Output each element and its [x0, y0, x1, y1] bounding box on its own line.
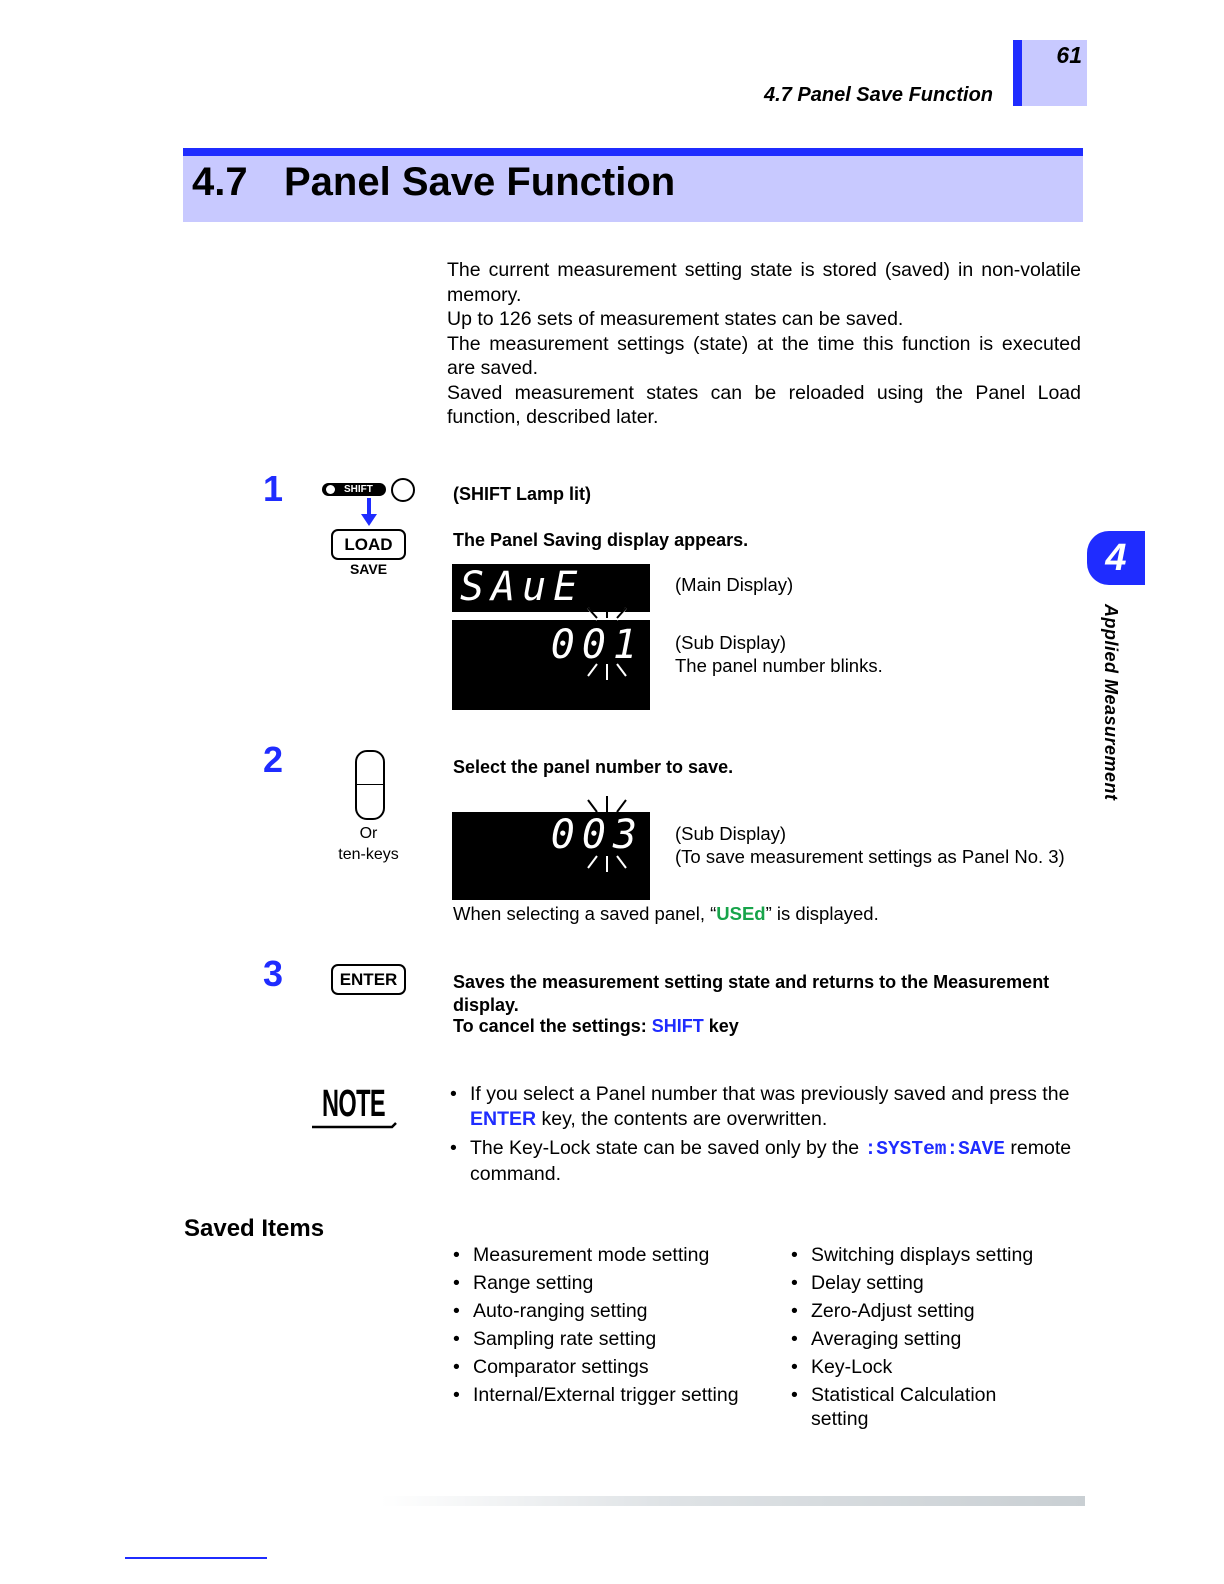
shift-lamp-icon — [326, 485, 335, 494]
or-label: Or — [359, 825, 378, 842]
step3-description: Saves the measurement setting state and returns to the Measurement display. — [453, 972, 1050, 1015]
used-note-pre: When selecting a saved panel, “ — [453, 903, 717, 924]
shift-key — [322, 483, 386, 496]
header-accent-bar — [1013, 40, 1022, 106]
blink-rays-icon — [582, 600, 632, 685]
note-label: NOTE — [322, 1083, 385, 1125]
blink-rays-icon — [582, 792, 632, 877]
intro-paragraph: The measurement settings (state) at the time this function is executed are saved. — [447, 332, 1081, 379]
used-word: USEd — [716, 903, 766, 924]
note-item: • If you select a Panel number that was previously saved and press the ENTER key, the contents are overwritten. — [448, 1082, 1076, 1131]
note-underline-icon — [312, 1120, 398, 1132]
step-number: 3 — [263, 953, 284, 994]
intro-paragraph: Up to 126 sets of measurement states can be saved. — [447, 308, 904, 330]
banner-top-rule — [183, 148, 1083, 156]
sub-display-caption: (Sub Display) — [675, 823, 787, 844]
list-item: • Sampling rate setting — [451, 1327, 781, 1351]
ten-keys-label: ten-keys — [338, 846, 399, 863]
sub-display-caption: (Sub Display) — [675, 632, 787, 653]
list-item: • Switching displays setting — [789, 1243, 1059, 1267]
cancel-instruction — [453, 1016, 739, 1037]
used-note — [453, 903, 879, 925]
enter-key: ENTER — [331, 964, 406, 995]
panel-3-caption: (To save measurement settings as Panel No. 3) — [675, 846, 1065, 867]
note-list — [448, 1082, 1076, 1191]
list-item: • Key-Lock — [789, 1355, 1059, 1379]
remote-command: :SYSTem:SAVE — [864, 1138, 1005, 1160]
footer-gradient-rule — [380, 1496, 1085, 1506]
cancel-pre: To cancel the settings: — [453, 1016, 652, 1036]
saved-items-left-list — [451, 1243, 781, 1411]
saved-items-right-list — [789, 1243, 1059, 1435]
cancel-key: SHIFT — [651, 1016, 704, 1036]
chapter-side-label: Applied Measurement — [1101, 604, 1121, 801]
intro-paragraph: The current measurement setting state is stored (saved) in non-volatile memory. — [447, 259, 1081, 306]
footer-blue-rule — [125, 1557, 267, 1559]
enter-key-ref: ENTER — [470, 1107, 537, 1130]
sub-display-text: 001 — [550, 622, 644, 668]
list-item: • Statistical Calculation setting — [789, 1383, 1059, 1431]
list-item: • Measurement mode setting — [451, 1243, 781, 1267]
step1-title: The Panel Saving display appears. — [453, 530, 749, 550]
main-display-caption: (Main Display) — [675, 574, 794, 595]
step-number: 2 — [263, 739, 284, 780]
step-number: 1 — [263, 468, 284, 509]
list-item: • Range setting — [451, 1271, 781, 1295]
intro-paragraph: Saved measurement states can be reloaded using the Panel Load function, described later. — [447, 381, 1081, 428]
load-key: LOAD — [331, 529, 406, 560]
up-down-key-icon — [355, 750, 385, 820]
shift-key-label: SHIFT — [344, 484, 373, 495]
list-item: • Auto-ranging setting — [451, 1299, 781, 1323]
used-note-post: ” is displayed. — [765, 903, 879, 924]
step2-title: Select the panel number to save. — [453, 757, 734, 777]
cancel-post: key — [703, 1016, 739, 1036]
chapter-tab[interactable]: 4 — [1087, 531, 1145, 585]
section-title: Panel Save Function — [284, 160, 676, 204]
saved-items-heading: Saved Items — [184, 1215, 325, 1242]
arrow-down-icon — [359, 498, 379, 528]
main-display-text: SAuE — [460, 564, 585, 610]
lamp-circle-icon — [391, 478, 415, 502]
list-item: • Zero-Adjust setting — [789, 1299, 1059, 1323]
list-item: • Internal/External trigger setting — [451, 1383, 781, 1407]
section-number: 4.7 — [192, 160, 248, 204]
list-item: • Comparator settings — [451, 1355, 781, 1379]
blink-note: The panel number blinks. — [675, 655, 883, 676]
list-item: • Averaging setting — [789, 1327, 1059, 1351]
save-key-label: SAVE — [349, 561, 388, 577]
running-header-title: 4.7 Panel Save Function — [764, 84, 993, 106]
page-number: 61 — [1056, 42, 1082, 68]
list-item: • Delay setting — [789, 1271, 1059, 1295]
intro-text — [447, 258, 1081, 430]
note-item: • The Key-Lock state can be saved only by the :SYSTem:SAVE remote command. — [448, 1136, 1076, 1186]
step1-lamp-text: (SHIFT Lamp lit) — [453, 484, 591, 504]
sub-display-text: 003 — [550, 812, 644, 858]
